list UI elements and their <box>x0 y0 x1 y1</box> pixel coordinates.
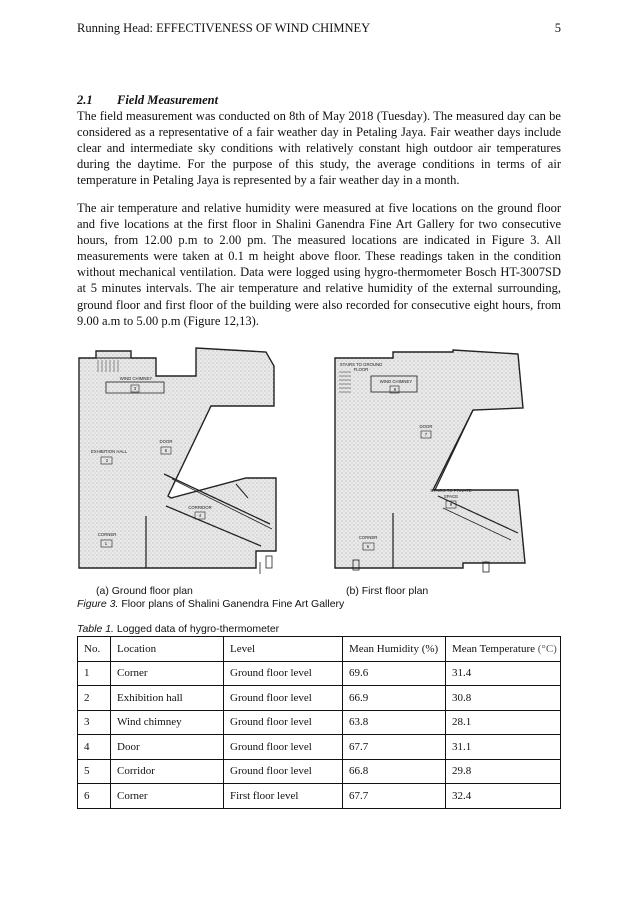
label-door-no: 5 <box>164 448 168 453</box>
label-stairs-private-2: SPACE <box>443 494 459 499</box>
label-stairs-private-no: 9 <box>449 502 453 507</box>
figure-caption-text: Floor plans of Shalini Ganendra Fine Art Gallery <box>118 598 345 610</box>
cell-level: Ground floor level <box>224 686 343 711</box>
cell-no: 5 <box>78 759 111 784</box>
cell-humidity: 67.7 <box>343 784 446 809</box>
cell-level: Ground floor level <box>224 735 343 760</box>
table-header-row <box>78 637 561 662</box>
cell-location: Corridor <box>111 759 224 784</box>
hygro-thermometer-table <box>77 636 561 809</box>
label-corner: CORNER <box>97 532 117 537</box>
header-no: No. <box>78 637 111 662</box>
cell-no: 6 <box>78 784 111 809</box>
label-corner-1f-no: 6 <box>366 544 370 549</box>
cell-temperature: 29.8 <box>446 759 561 784</box>
cell-location: Wind chimney <box>111 710 224 735</box>
label-exhibition-hall-no: 2 <box>105 458 109 463</box>
cell-location: Corner <box>111 784 224 809</box>
table-row <box>78 759 561 784</box>
cell-temperature: 28.1 <box>446 710 561 735</box>
cell-location: Door <box>111 735 224 760</box>
label-stairs-ground: STAIRS TO GROUND <box>339 362 383 367</box>
cell-location: Exhibition hall <box>111 686 224 711</box>
table-caption-text: Logged data of hygro-thermometer <box>113 623 280 635</box>
cell-temperature: 31.4 <box>446 661 561 686</box>
paragraph-field-measurement: The field measurement was conducted on 8th of May 2018 (Tuesday). The measured day can be considered as a representative of a fair weather day in Petaling Jaya. Fair weather days include clear and intermediate sky conditions with relatively constant high outdoor air temperatures during the daytime. For the purpose of this study, the average conditions in terms of air temperature in Petaling Jaya is represented by a fair weather day in a month. <box>77 109 561 188</box>
first-floor-plan <box>333 348 528 576</box>
ground-floor-plan <box>76 346 281 576</box>
cell-humidity: 63.8 <box>343 710 446 735</box>
figure-caption <box>77 598 344 610</box>
label-stairs-private: STAIRS TO PRIVATE <box>430 488 472 493</box>
cell-humidity: 69.6 <box>343 661 446 686</box>
cell-level: First floor level <box>224 784 343 809</box>
table-row <box>78 686 561 711</box>
header-mean-humidity: Mean Humidity (%) <box>343 637 446 662</box>
label-wind-chimney: WIND CHIMNEY <box>119 376 153 381</box>
cell-location: Corner <box>111 661 224 686</box>
cell-temperature: 32.4 <box>446 784 561 809</box>
caption-ground-floor: (a) Ground floor plan <box>96 585 193 597</box>
header-temperature-unit: (°C) <box>537 642 557 655</box>
label-corner-no: 1 <box>104 541 108 546</box>
header-location: Location <box>111 637 224 662</box>
section-title: Field Measurement <box>117 93 219 107</box>
cell-humidity: 67.7 <box>343 735 446 760</box>
label-door-1f-no: 7 <box>424 432 428 437</box>
section-heading <box>77 93 218 108</box>
label-wind-chimney-1f: WIND CHIMNEY <box>379 379 413 384</box>
label-door: DOOR <box>159 439 173 444</box>
label-corridor-no: 4 <box>198 513 202 518</box>
page-number: 5 <box>554 21 561 35</box>
cell-humidity: 66.9 <box>343 686 446 711</box>
cell-no: 1 <box>78 661 111 686</box>
table-row <box>78 661 561 686</box>
table-row <box>78 735 561 760</box>
caption-first-floor: (b) First floor plan <box>346 585 429 597</box>
cell-level: Ground floor level <box>224 661 343 686</box>
table-caption <box>77 623 279 635</box>
table-row <box>78 784 561 809</box>
cell-temperature: 31.1 <box>446 735 561 760</box>
section-number: 2.1 <box>77 93 93 107</box>
cell-no: 2 <box>78 686 111 711</box>
label-door-1f: DOOR <box>419 424 433 429</box>
header-level: Level <box>224 637 343 662</box>
table-row <box>78 710 561 735</box>
running-head-title: Running Head: EFFECTIVENESS OF WIND CHIMNEY <box>77 21 371 35</box>
header-mean-temperature-text: Mean Temperature <box>452 642 538 655</box>
label-wind-chimney-1f-no: 8 <box>393 387 397 392</box>
label-corridor: CORRIDOR <box>188 505 212 510</box>
label-stairs-ground-2: FLOOR <box>353 367 369 372</box>
table-label: Table 1. <box>77 623 114 635</box>
label-corner-1f: CORNER <box>358 535 378 540</box>
label-wind-chimney-no: 3 <box>133 386 137 391</box>
cell-temperature: 30.8 <box>446 686 561 711</box>
running-header <box>77 21 561 36</box>
cell-no: 3 <box>78 710 111 735</box>
cell-level: Ground floor level <box>224 710 343 735</box>
header-mean-temperature <box>446 637 561 662</box>
cell-level: Ground floor level <box>224 759 343 784</box>
label-exhibition-hall: EXHIBITION HALL <box>90 449 128 454</box>
figure-label: Figure 3. <box>77 598 119 610</box>
cell-no: 4 <box>78 735 111 760</box>
paragraph-measurement-method: The air temperature and relative humidity were measured at five locations on the ground floor and five locations at the first floor in Shalini Ganendra Fine Art Gallery for two consecutive hours, from 12.00 p.m to 2.00 pm. The measured locations are indicated in Figure 3. All measurements were taken at 0.1 m height above floor. These readings taken in the condition without mechanical ventilation. Data were logged using hygro-thermometer Bosch HT-3007SD at 5 minutes intervals. The air temperature and relative humidity of the external surrounding, ground floor and first floor of the building were also recorded for consecutive eight hours, from 9.00 a.m to 5.00 p.m (Figure 12,13). <box>77 201 561 328</box>
cell-humidity: 66.8 <box>343 759 446 784</box>
